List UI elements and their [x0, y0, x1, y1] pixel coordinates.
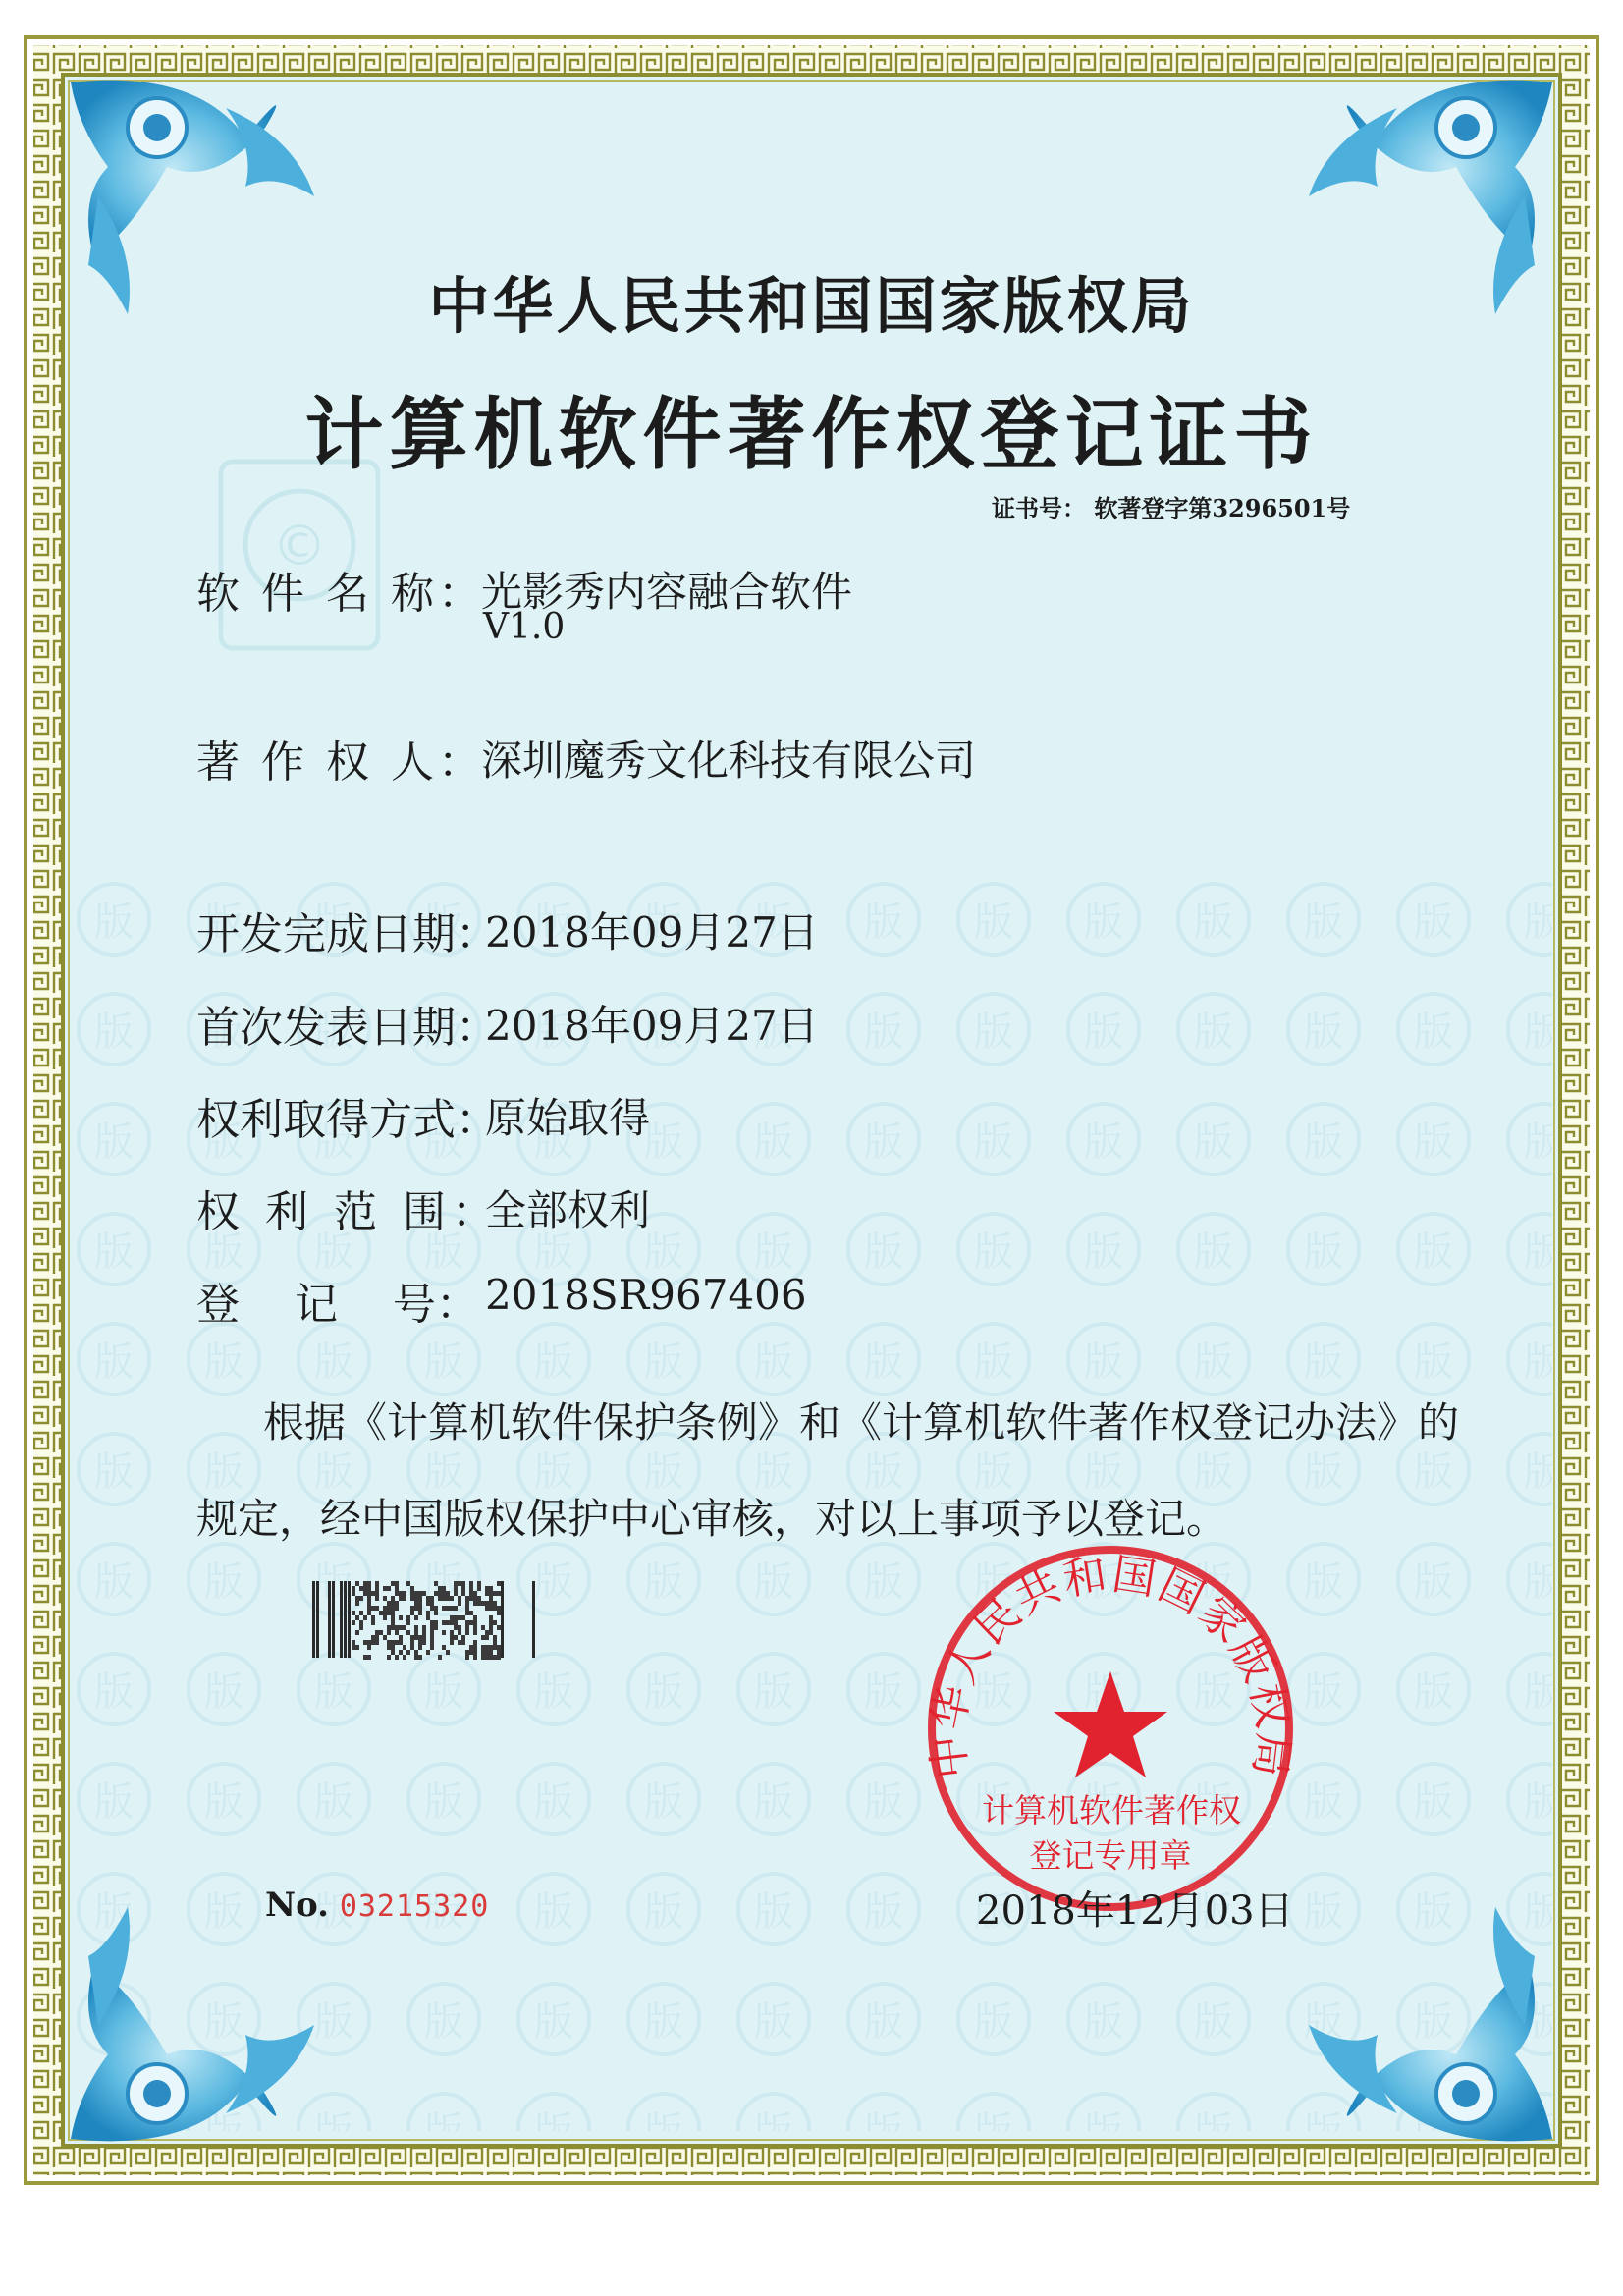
stamp-ring-text: 中华人民共和国国家版权局 — [922, 1549, 1299, 1781]
field-label-acquisition-method: 权利取得方式： — [196, 1095, 499, 1145]
field-label-rights-scope: 权 利 范 围： — [196, 1187, 501, 1237]
certificate-number-label: 证书号： — [992, 494, 1086, 522]
field-value-software-name: 光影秀内容融合软件 — [481, 568, 853, 616]
serial-prefix: No. — [265, 1886, 329, 1925]
field-value-acquisition-method: 原始取得 — [485, 1094, 651, 1142]
certificate-number — [992, 489, 1350, 523]
statement-line-1: 根据《计算机软件保护条例》和《计算机软件著作权登记办法》的 — [263, 1398, 1460, 1447]
issuing-authority: 中华人民共和国国家版权局 — [428, 270, 1195, 342]
field-value-rights-scope: 全部权利 — [485, 1186, 651, 1234]
issue-date: 2018年12月03日 — [976, 1888, 1294, 1934]
statement-line-2: 规定，经中国版权保护中心审核，对以上事项予以登记。 — [196, 1495, 1228, 1543]
serial-value: 03215320 — [339, 1889, 490, 1924]
field-label-publication-date: 首次发表日期： — [196, 1003, 499, 1053]
field-value-publication-date: 2018年09月27日 — [485, 1002, 819, 1050]
field-label-registration-number: 登 记 号： — [196, 1280, 479, 1330]
field-label-software-name: 软 件 名 称： — [196, 569, 485, 619]
field-value-copyright-owner: 深圳魔秀文化科技有限公司 — [481, 737, 977, 785]
field-value-software-version: V1.0 — [483, 607, 566, 647]
certificate-title: 计算机软件著作权登记证书 — [304, 388, 1319, 480]
stamp-inner-line-1: 计算机软件著作权 — [982, 1791, 1241, 1830]
field-value-registration-number: 2018SR967406 — [485, 1271, 807, 1319]
certificate-number-value: 软著登字第3296501号 — [1094, 494, 1351, 522]
field-value-development-date: 2018年09月27日 — [485, 908, 819, 957]
field-label-copyright-owner: 著 作 权 人： — [196, 738, 485, 788]
field-label-development-date: 开发完成日期： — [196, 909, 499, 959]
stamp-inner-line-2: 登记专用章 — [1029, 1836, 1192, 1875]
serial-number — [265, 1886, 489, 1925]
svg-text:©: © — [272, 515, 327, 578]
